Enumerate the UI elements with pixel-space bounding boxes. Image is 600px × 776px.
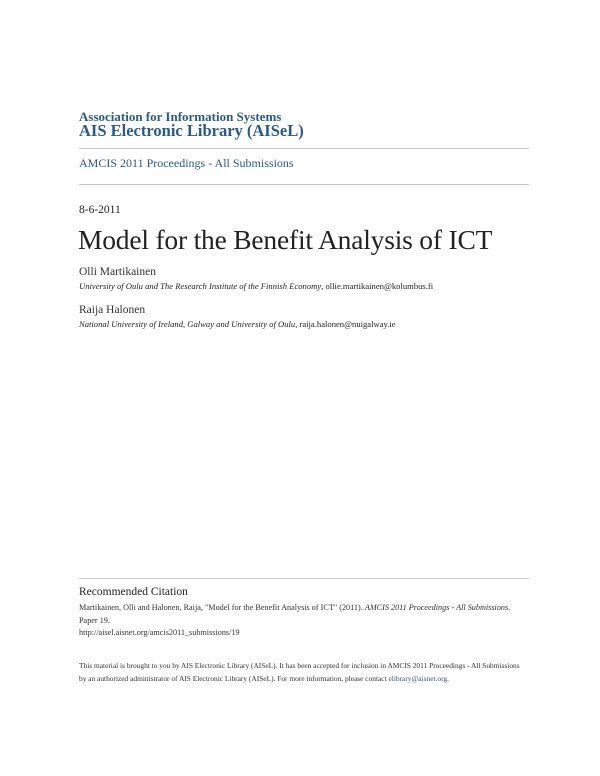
recommended-citation-heading: Recommended Citation — [79, 586, 188, 598]
divider-citation — [79, 578, 529, 579]
author-email-1[interactable]: , ollie.martikainen@kolumbus.fi — [321, 281, 434, 291]
citation-url-link[interactable]: http://aisel.aisnet.org/amcis2011_submissions/19 — [79, 628, 240, 637]
footer-notice — [79, 660, 539, 685]
recommended-citation — [79, 602, 539, 640]
footer-line-1: This material is brought to you by AIS Electronic Library (AISeL). It has been accepted for inclusion in AMCIS 2011 Proceedings - All Submissions — [79, 661, 520, 670]
citation-suffix: . — [508, 603, 511, 612]
organization-name: Association for Information Systems — [79, 109, 282, 124]
author-affiliation-2 — [79, 319, 396, 329]
footer-line-2: by an authorized administrator of AIS Electronic Library (AISeL). For more information, please contact — [79, 673, 389, 683]
divider-top — [79, 148, 529, 149]
citation-paper-number: Paper 19. — [79, 615, 110, 625]
library-name[interactable]: AIS Electronic Library (AISeL) — [79, 121, 304, 140]
citation-text: Martikainen, Olli and Halonen, Raija, "Model for the Benefit Analysis of ICT" (2011). — [79, 603, 365, 612]
publication-date: 8-6-2011 — [79, 204, 121, 216]
affiliation-text-2: National University of Ireland, Galway and University of Oulu — [79, 319, 296, 329]
footer-line-2-end: . — [447, 673, 449, 683]
affiliation-text-1: University of Oulu and The Research Institute of the Finnish Economy — [79, 281, 322, 291]
author-name-1: Olli Martikainen — [79, 266, 156, 278]
paper-title: Model for the Benefit Analysis of ICT — [78, 224, 493, 255]
collection-link[interactable]: AMCIS 2011 Proceedings - All Submissions — [79, 156, 294, 170]
author-email-2[interactable]: , raija.halonen@nuigalway.ie — [295, 319, 396, 329]
contact-email-link[interactable]: elibrary@aisnet.org — [388, 673, 448, 683]
author-name-2: Raija Halonen — [79, 304, 146, 316]
divider-collection — [79, 184, 529, 185]
citation-venue: AMCIS 2011 Proceedings - All Submissions — [364, 603, 509, 612]
author-affiliation-1 — [79, 281, 433, 291]
